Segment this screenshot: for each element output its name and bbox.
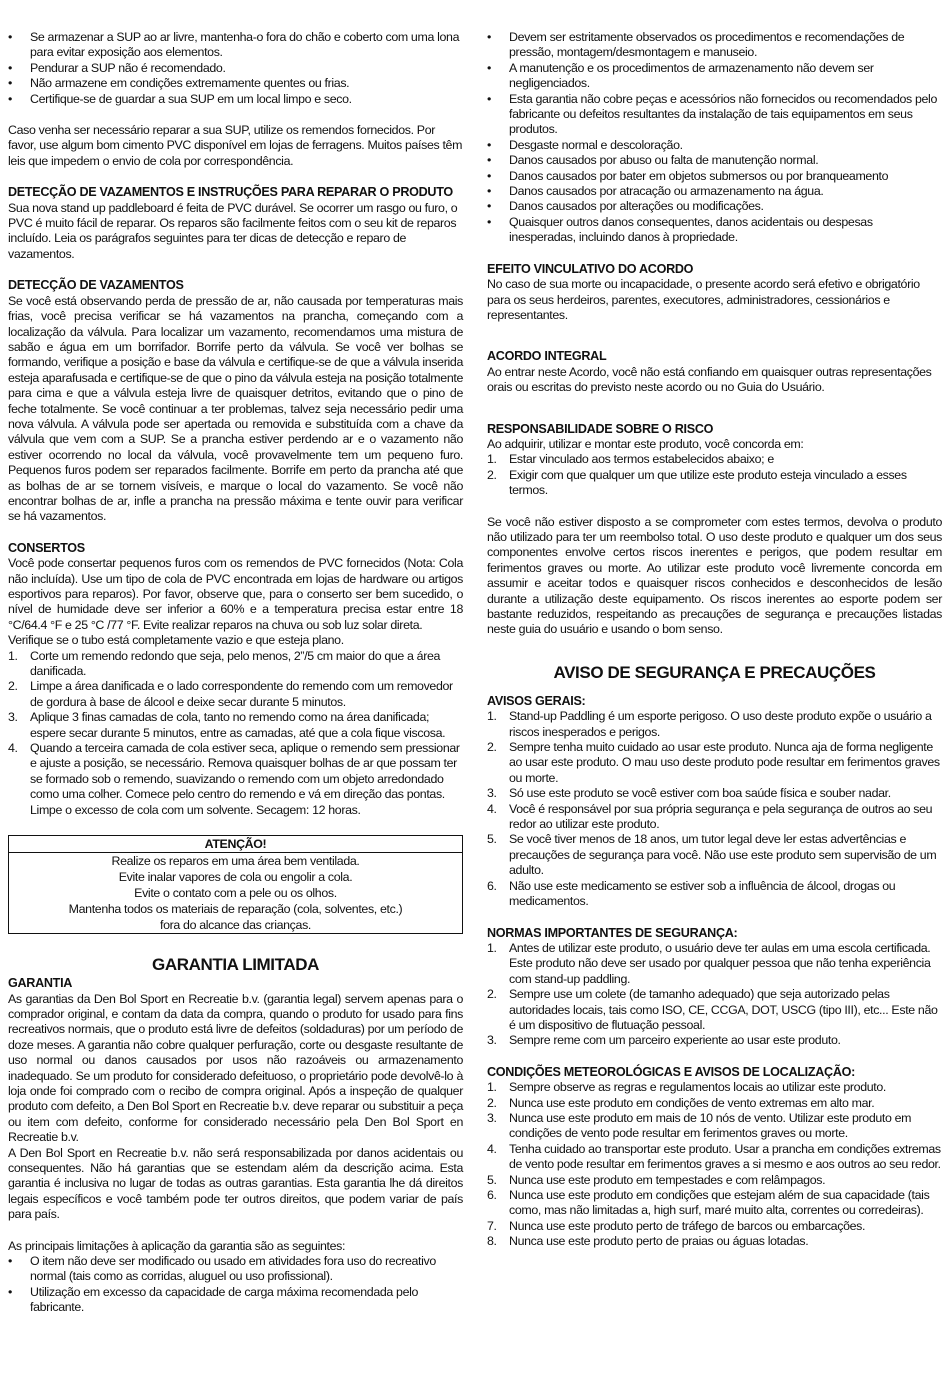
list-item: 2. Limpe a área danificada e o lado correspondente do remendo com um removedor de gordura à base de álcool e deixe secar durante 5 minutos. [8,679,453,709]
attention-line: Evite inalar vapores de cola ou engolir a cola. [118,870,353,885]
repairs-steps [8,649,463,818]
norms-heading: NORMAS IMPORTANTES DE SEGURANÇA: [487,925,738,940]
leak-repair-text: Sua nova stand up paddleboard é feita de PVC durável. Se ocorrer um rasgo ou furo, o PVC é muito fácil de reparar. Os reparos são facilmente feitos com o seu kit de reparos incluído. Leia os parágrafos seguintes para ter dicas de detecção e reparo de vazamentos. [8,200,458,261]
general-heading: AVISOS GERAIS: [487,693,586,708]
list-item: 2. Exigir com que qualquer um que utilize este produto esteja vinculado a esses termos. [487,467,907,498]
norms-list [487,941,942,1049]
list-item: 6. Não use este medicamento se estiver sob a influência de álcool, drogas ou medicamentos. [487,878,896,909]
list-item: 4. Tenha cuidado ao transportar este produto. Usar a prancha em condições extremas de vento pode resultar em ferimentos graves a si mesmo e aos outros ao seu redor. [487,1141,941,1172]
entire-heading: ACORDO INTEGRAL [487,349,607,364]
leak-heading: DETECÇÃO DE VAZAMENTOS [8,278,184,293]
list-item: • Danos causados por bater em objetos submersos ou por branqueamento [487,169,942,184]
list-item: • Esta garantia não cobre peças e acessórios não fornecidos ou recomendados pelo fabricante ou defeitos resultantes da instalação de tais equipamentos em seus produtos. [487,92,942,138]
list-item: • Danos causados por alterações ou modificações. [487,199,942,214]
list-item: • Certifique-se de guardar a sua SUP em um local limpo e seco. [8,92,463,107]
entire-text: Ao entrar neste Acordo, você não está confiando em quaisquer outras representações orais ou escritas do previsto neste acordo ou no Guia do Usuário. [487,364,932,395]
list-item: 1. Estar vinculado aos termos estabelecidos abaixo; e [487,452,774,467]
list-item: • Não armazene em condições extremamente quentes ou frias. [8,76,463,91]
attention-line: Evite o contato com a pele ou os olhos. [134,886,337,901]
list-item: 5. Nunca use este produto em tempestades e com relâmpagos. [487,1172,826,1187]
list-item: 1. Sempre observe as regras e regulamentos locais ao utilizar este produto. [487,1080,887,1095]
warranty-heading: GARANTIA [8,976,73,991]
limits-intro: As principais limitações à aplicação da garantia são as seguintes: [8,1238,346,1253]
list-item: • Danos causados por atracação ou armazenamento na água. [487,184,942,199]
risk-heading: RESPONSABILIDADE SOBRE O RISCO [487,421,714,436]
risk-list [487,452,942,498]
repairs-heading: CONSERTOS [8,540,85,555]
attention-line: Realize os reparos em uma área bem ventilada. [111,854,360,869]
list-item: 8. Nunca use este produto perto de praias ou águas lotadas. [487,1234,809,1249]
binding-heading: EFEITO VINCULATIVO DO ACORDO [487,261,694,276]
general-list [487,709,942,909]
list-item: 1. Antes de utilizar este produto, o usuário deve ter aulas em uma escola certificada. Este produto não deve ser usado por qualquer pessoa que não tenha experiência com stand-up paddling. [487,940,931,986]
list-item: • Pendurar a SUP não é recomendado. [8,61,463,76]
warranty-text-2: A Den Bol Sport en Recreatie b.v. não será responsabilizada por danos acidentais ou consequentes. Não há garantias que se estendam além da descrição acima. Esta garantia é inclusiva no lugar de todas as outras garantias. Esta garantia lhe dá direitos legais específicos e você também pode ter outros direitos, que podem variar de país para país. [8,1145,463,1222]
list-item: 4. Você é responsável por sua própria segurança e pela segurança de outros ao seu redor ao utilizar este produto. [487,801,933,832]
weather-list [487,1080,942,1249]
leak-repair-heading: DETECÇÃO DE VAZAMENTOS E INSTRUÇÕES PARA REPARAR O PRODUTO [8,185,453,200]
list-item: • Danos causados por abuso ou falta de manutenção normal. [487,153,942,168]
list-item: 3. Aplique 3 finas camadas de cola, tanto no remendo como na área danificada; espere secar durante 5 minutos, entre as camadas, até que a cola fique viscosa. [8,710,446,740]
list-item: • A manutenção e os procedimentos de armazenamento não devem ser negligenciados. [487,61,942,92]
left-column [8,30,463,1316]
list-item: 3. Nunca use este produto em mais de 10 nós de vento. Utilizar este produto em condições de vento pode resultar em ferimentos graves ou morte. [487,1110,912,1141]
list-item: 6. Nunca use este produto em condições que estejam além de sua capacidade (tais como, mas não limitadas a, high surf, maré muito alta, correntes ou corredeiras). [487,1188,930,1218]
list-item: 2. Sempre tenha muito cuidado ao usar este produto. Nunca aja de forma negligente ao usar este produto. O mau uso deste produto pode resultar em ferimentos graves ou morte. [487,740,940,785]
risk-text: Se você não estiver disposto a se comprometer com estes termos, devolva o produto não utilizado para ter um reembolso total. O uso deste produto e qualquer um dos seus componentes envolve certos riscos inerentes e perigos, que podem resultar em ferimentos graves ou morte. Ao utilizar este produto você livremente concorda em assumir e aceitar todos e quaisquer riscos conhecidos e desconhecidos de lesão durante a utilização deste equipamento. Os riscos inerentes ao esporte podem ser bastante reduzidos, respeitando as precauções de segurança e precauções listadas neste guia do usuário e usando o bom senso. [487,514,942,637]
repair-intro: Caso venha ser necessário reparar a sua SUP, utilize os remendos fornecidos. Por favor, use algum bom cimento PVC disponível em lojas de ferragens. Muitos países têm leis que impedem o envio de cola por correspondência. [8,123,463,168]
list-item: • O item não deve ser modificado ou usado em atividades fora uso do recreativo normal (tais como as corridas, aluguel ou uso profissional). [8,1254,463,1285]
right-column [487,30,942,1250]
weather-heading: CONDIÇÕES METEOROLÓGICAS E AVISOS DE LOCALIZAÇÃO: [487,1064,856,1079]
attention-title: ATENÇÃO! [9,836,462,853]
list-item: 1. Corte um remendo redondo que seja, pelo menos, 2”/5 cm maior do que a área danificada. [8,648,441,679]
list-item: 3. Sempre reme com um parceiro experiente ao usar este produto. [487,1033,841,1048]
binding-text: No caso de sua morte ou incapacidade, o presente acordo será efetivo e obrigatório para os seus herdeiros, parentes, executores, administradores, cessionários e representantes. [487,277,920,322]
attention-box [8,835,463,934]
repairs-text: Você pode consertar pequenos furos com os remendos de PVC fornecidos (Nota: Cola não incluída). Use um tipo de cola de PVC encontrada em lojas de hardware ou artigos esportivos para reparos). Por favor, observe que, para o conserto ser bem sucedido, o nível de humidade deve ser inferior a 60% e a temperatura precisa estar entre 18 °C/64.4 °F e 25 °C /77 °F. Evite realizar reparos na chuva ou sob luz solar direta. [8,556,463,632]
leak-text: Se você está observando perda de pressão de ar, não causada por temperaturas mais frias, você precisa verificar se há vazamentos na prancha, começando com a localização da válvula. Para localizar um vazamento, recomendamos uma mistura de sabão e água em um borrifador. Borrife perto da válvula. Se você ver bolhas se formando, verifique a posição e base da válvula e certifique-se de que a válvula inserida esteja aparafusada e certifique-se de que o pino da válvula esteja na posição totalmente para cima e que a válvula esteja livre de quaisquer detritos, evitando que o pino de feche totalmente. Se você continuar a ter problemas, talvez seja necessário pedir uma nova válvula. A válvula pode ser apertada ou removida e substituída com a chave da válvula que vem com a SUP. Se a prancha estiver perdendo ar e o vazamento não estiver ocorrendo no local da válvula, você provavelmente tem um pequeno furo. Pequenos furos podem ser reparados facilmente. Borrife em perto da prancha até que as bolhas de ar se tornem visíveis, e marque o local do vazamento. Se você não encontrar bolhas de ar, infle a prancha na pressão máxima e tente ouvir para verificar se há vazamentos. [8,293,463,524]
list-item: 2. Nunca use este produto em condições de vento extremas em alto mar. [487,1095,875,1110]
list-item: 3. Só use este produto se você estiver com boa saúde física e souber nadar. [487,786,891,801]
list-item: • Utilização em excesso da capacidade de carga máxima recomendada pelo fabricante. [8,1285,463,1316]
repairs-check: Verifique se o tubo está completamente vazio e que esteja plano. [8,633,344,648]
attention-line: Mantenha todos os materiais de reparação (cola, solventes, etc.) [68,902,403,917]
limits-list-cont [487,30,942,246]
limits-list [8,1254,463,1316]
warranty-title: GARANTIA LIMITADA [152,955,319,975]
list-item: 5. Se você tiver menos de 18 anos, um tutor legal deve ler estas advertências e precauções de segurança para você. Não use este produto sem supervisão de um adulto. [487,832,937,878]
list-item: 7. Nunca use este produto perto de tráfego de barcos ou embarcações. [487,1218,866,1233]
list-item: 1. Stand-up Paddling é um esporte perigoso. O uso deste produto expõe o usuário a riscos inesperados e perigos. [487,709,932,739]
safety-title: AVISO DE SEGURANÇA E PRECAUÇÕES [553,662,876,682]
list-item: • Desgaste normal e descoloração. [487,138,942,153]
attention-line: fora do alcance das crianças. [159,918,312,933]
list-item: • Quaisquer outros danos consequentes, danos acidentais ou despesas inesperadas, incluindo danos à propriedade. [487,215,942,246]
warranty-text: As garantias da Den Bol Sport en Recreatie b.v. (garantia legal) servem apenas para o comprador original, e contam da data da compra, quando o produto for usado para fins recreativos normais, que o produto está livre de defeitos (soldaduras) por um período de doze meses. A garantia não cobre qualquer perfuração, corte ou desgaste resultante de uso normal ou danos causados por usos não razoáveis ou armazenamento inadequado. Se um produto for considerado defeituoso, o proprietário pode devolvê-lo à loja onde foi comprado com o recibo de compra original. Após a inspeção de qualquer produto com defeito, a Den Bol Sport en Recreatie b.v. deve reparar ou substituir a peça ou item com defeito, conforme for considerado necessário pela Den Bol Sport en Recreatie b.v. [8,991,463,1145]
list-item: • Se armazenar a SUP ao ar livre, mantenha-o fora do chão e coberto com uma lona para evitar exposição aos elementos. [8,30,463,61]
storage-list [8,30,463,107]
list-item: 2. Sempre use um colete (de tamanho adequado) que seja autorizado pelas autoridades locais, tais como ISO, CE, CCGA, DOT, USCG (tipo III), etc... Este não é um dispositivo de flutuação pessoal. [487,987,938,1032]
risk-intro: Ao adquirir, utilizar e montar este produto, você concorda em: [487,436,804,451]
list-item: • Devem ser estritamente observados os procedimentos e recomendações de pressão, montagem/desmontagem e manuseio. [487,30,942,61]
list-item: 4. Quando a terceira camada de cola estiver seca, aplique o remendo sem pressionar e ajuste a posição, se necessário. Remova quaisquer bolhas de ar que possam ter se formado sob o remendo, suavizando o remendo com um objeto arredondado como uma colher. Comece pelo centro do remendo e vá em direção das pontas. Limpe o excesso de cola com um solvente. Secagem: 12 horas. [8,741,460,817]
